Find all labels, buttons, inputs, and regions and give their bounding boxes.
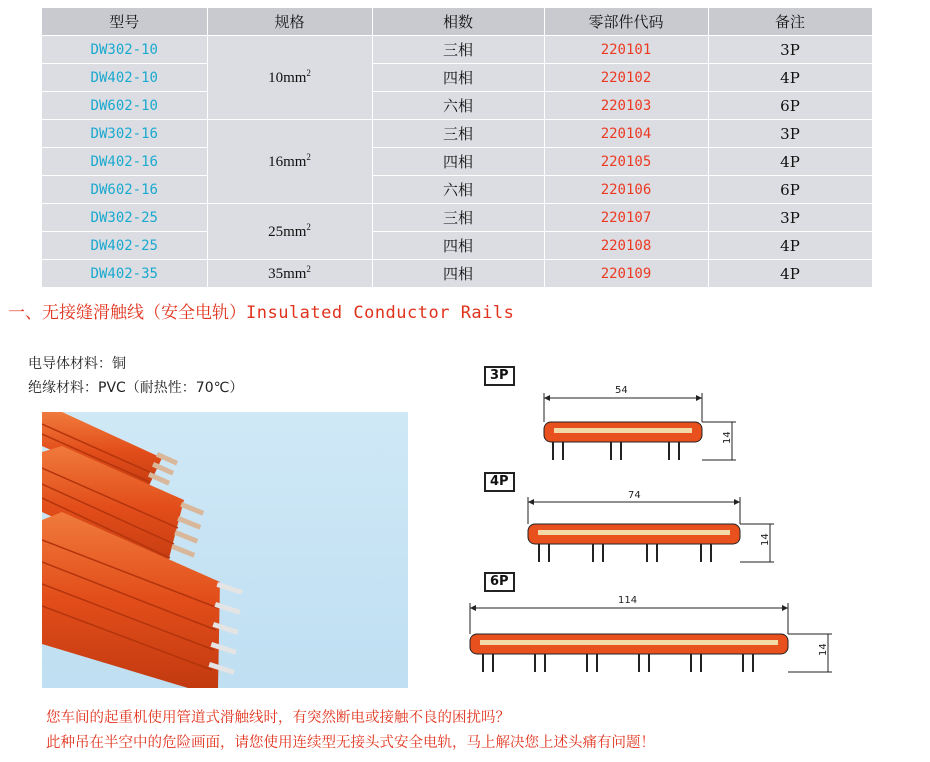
model-cell: DW302-16 — [42, 120, 207, 148]
model-cell: DW302-10 — [42, 36, 207, 64]
header-phases: 相数 — [372, 8, 544, 36]
diagram-3p-label: 3P — [484, 366, 515, 386]
code-cell: 220107 — [544, 204, 708, 232]
phases-cell: 四相 — [372, 64, 544, 92]
model-cell: DW302-25 — [42, 204, 207, 232]
diagram-3p-width: 54 — [615, 385, 628, 396]
note-cell: 6P — [708, 92, 872, 120]
note-cell: 3P — [708, 36, 872, 64]
rail-profile-3p — [478, 364, 748, 464]
diagram-3p-height: 14 — [722, 431, 733, 444]
diagram-6p — [460, 570, 840, 680]
phases-cell: 三相 — [372, 204, 544, 232]
code-cell: 220106 — [544, 176, 708, 204]
diagram-6p-width: 114 — [618, 595, 638, 606]
header-note: 备注 — [708, 8, 872, 36]
diagram-4p-label: 4P — [484, 472, 515, 492]
table-row — [42, 64, 872, 92]
diagram-6p-label: 6P — [484, 572, 515, 592]
header-code: 零部件代码 — [544, 8, 708, 36]
spec-table — [42, 8, 873, 288]
table-row — [42, 92, 872, 120]
footer-question: 您车间的起重机使用管道式滑触线时，有突然断电或接触不良的困扰吗？ — [46, 710, 510, 726]
diagram-4p-height: 14 — [760, 533, 771, 546]
model-cell: DW402-25 — [42, 232, 207, 260]
conductor-material: 电导体材料：铜 — [28, 356, 126, 372]
code-cell: 220103 — [544, 92, 708, 120]
rail-profile-6p — [460, 570, 840, 680]
code-cell: 220109 — [544, 260, 708, 288]
code-cell: 220108 — [544, 232, 708, 260]
table-row — [42, 176, 872, 204]
note-cell: 4P — [708, 260, 872, 288]
phases-cell: 四相 — [372, 148, 544, 176]
table-row — [42, 204, 872, 232]
product-photo — [42, 412, 408, 688]
conductor-rails-illustration — [42, 412, 408, 688]
code-cell: 220101 — [544, 36, 708, 64]
note-cell: 4P — [708, 64, 872, 92]
code-cell: 220104 — [544, 120, 708, 148]
spec-cell: $35mm^2$ — [207, 260, 372, 288]
table-row — [42, 120, 872, 148]
diagram-3p — [478, 364, 748, 464]
diagram-6p-height: 14 — [818, 643, 829, 656]
model-cell: DW402-16 — [42, 148, 207, 176]
model-cell: DW402-10 — [42, 64, 207, 92]
phases-cell: 六相 — [372, 92, 544, 120]
phases-cell: 三相 — [372, 120, 544, 148]
model-cell: DW602-10 — [42, 92, 207, 120]
spec-cell: $10mm^2$ — [207, 36, 372, 120]
phases-cell: 四相 — [372, 232, 544, 260]
insulation-material: 绝缘材料：PVC（耐热性：70℃） — [28, 380, 244, 396]
header-spec: 规格 — [207, 8, 372, 36]
table-row — [42, 260, 872, 288]
note-cell: 3P — [708, 120, 872, 148]
model-cell: DW602-16 — [42, 176, 207, 204]
code-cell: 220105 — [544, 148, 708, 176]
table-row — [42, 232, 872, 260]
diagram-4p — [478, 470, 778, 570]
footer-solution: 此种吊在半空中的危险画面，请您使用连续型无接头式安全电轨，马上解决您上述头痛有问题！ — [46, 735, 655, 751]
rail-profile-4p — [478, 470, 778, 570]
phases-cell: 四相 — [372, 260, 544, 288]
section-heading — [8, 298, 514, 323]
section-heading-en: Insulated Conductor Rails — [246, 303, 515, 323]
note-cell: 6P — [708, 176, 872, 204]
spec-cell: $25mm^2$ — [207, 204, 372, 260]
table-row — [42, 148, 872, 176]
phases-cell: 六相 — [372, 176, 544, 204]
table-header-row — [42, 8, 872, 36]
note-cell: 3P — [708, 204, 872, 232]
code-cell: 220102 — [544, 64, 708, 92]
table-row — [42, 36, 872, 64]
model-cell: DW402-35 — [42, 260, 207, 288]
note-cell: 4P — [708, 148, 872, 176]
spec-cell: $16mm^2$ — [207, 120, 372, 204]
diagram-4p-width: 74 — [628, 490, 641, 501]
note-cell: 4P — [708, 232, 872, 260]
phases-cell: 三相 — [372, 36, 544, 64]
header-model: 型号 — [42, 8, 207, 36]
section-heading-cn: 一、无接缝滑触线（安全电轨） — [8, 303, 246, 323]
